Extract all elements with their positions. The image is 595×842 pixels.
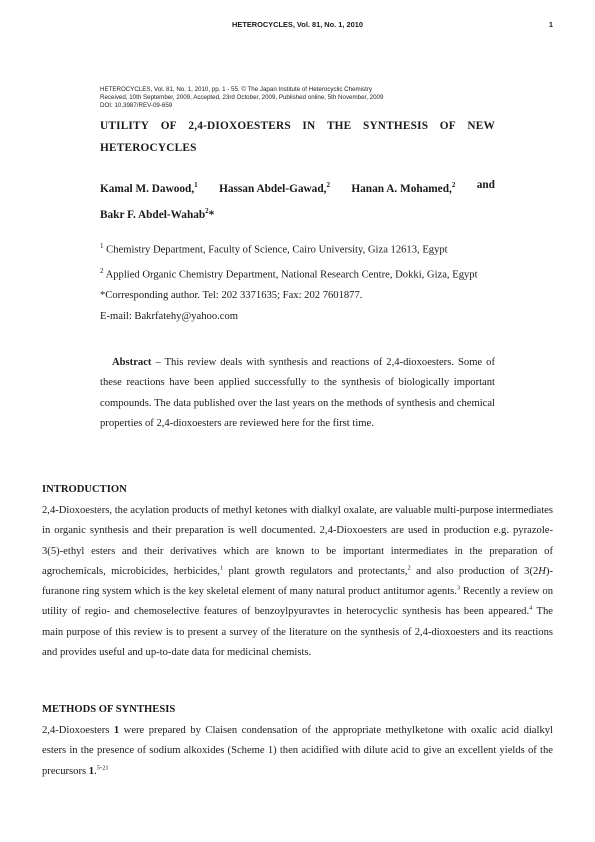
abstract-label: Abstract — [112, 357, 152, 368]
methods-paragraph: 2,4-Dioxoesters 1 were prepared by Claisen condensation of the appropriate methylketone with oxalic acid dialkyl esters in the presence of sodium alkoxides (Scheme 1) then acidified with dilute acid to give an excellent yields of the precursors 1.$^{5-21}$ — [42, 725, 553, 777]
author-line-1 — [100, 174, 495, 200]
section-heading-introduction: INTRODUCTION — [42, 484, 127, 495]
title-line-2: HETEROCYCLES — [100, 142, 197, 154]
section-heading-methods: METHODS OF SYNTHESIS — [42, 704, 176, 715]
title-word: OF — [160, 120, 177, 132]
title-word: SYNTHESIS — [362, 120, 429, 132]
affiliation-1: $^1$ Chemistry Department, Faculty of Science, Cairo University, Giza 12613, Egypt — [100, 242, 448, 256]
affiliation-2: $^2$ Applied Organic Chemistry Department, National Research Centre, Dokki, Giza, Egypt — [100, 267, 478, 281]
introduction-paragraph: 2,4-Dioxoesters, the acylation products of methyl ketones with dialkyl oxalate, are valuable multi-purpose intermediates in organic synthesis and their preparation is well documented. 2,4-Dioxoesters are used in production e.g. pyrazole-3(5)-ethyl esters and their derivatives which are known to be important intermediates in the preparation of agrochemicals, microbicides, herbicides,$^1$ plant growth regulators and protectants,$^2$ and also production of 3(2H)-furanone ring system which is the key skeletal element of many natural product antitumor agents.$^3$ Recently a review on utility of regio- and chemoselective features of benzoylpyuravtes in heterocyclic synthesis has been appeared.$^4$ The main purpose of this review is to present a survey of the literature on the synthesis of 2,4-dioxoesters and its reactions and provides useful and up-to-date data for medicinal chemists. — [42, 505, 554, 659]
title-line-1 — [100, 115, 495, 137]
article-title — [100, 115, 495, 159]
title-word: NEW — [467, 120, 495, 132]
page-number: 1 — [548, 20, 553, 29]
doi-line: DOI: 10.3987/REV-09-659 — [100, 101, 173, 109]
author-email: E-mail: Bakrfatehy@yahoo.com — [100, 310, 239, 322]
author-3: Hanan A. Mohamed,$^2$ — [351, 181, 456, 195]
title-word: UTILITY — [100, 120, 150, 132]
title-word: IN — [302, 120, 316, 132]
affiliations — [100, 236, 495, 327]
author-list — [100, 174, 495, 226]
author-and: and — [476, 179, 495, 191]
citation-line: HETEROCYCLES, Vol. 81, No. 1, 2010, pp. 1 - 55. © The Japan Institute of Heterocyclic Chemistry — [100, 86, 373, 93]
dates-line: Received, 10th September, 2009, Accepted, 23rd October, 2009, Published online, 5th November, 2009 — [100, 93, 384, 101]
corresponding-author: *Corresponding author. Tel: 202 3371635; Fax: 202 7601877. — [100, 290, 363, 302]
journal-running-title: HETEROCYCLES, Vol. 81, No. 1, 2010 — [232, 20, 363, 29]
title-word: OF — [439, 120, 456, 132]
abstract-text: – This review deals with synthesis and reactions of 2,4-dioxoesters. Some of these reactions have been applied successfully to the synthesis of biologically important compounds. The data published over the last years on the methods of synthesis and chemical properties of 2,4-dioxoesters are reviewed here for the first time. — [100, 357, 495, 429]
title-word: 2,4-DIOXOESTERS — [188, 120, 291, 132]
author-2: Hassan Abdel-Gawad,$^2$ — [219, 181, 330, 195]
article-metadata — [100, 86, 500, 109]
author-4: Bakr F. Abdel-Wahab$^2$* — [100, 206, 215, 221]
author-line-2 — [100, 200, 495, 226]
title-word: THE — [326, 120, 352, 132]
author-1: Kamal M. Dawood,$^1$ — [100, 181, 198, 195]
abstract — [100, 353, 495, 434]
